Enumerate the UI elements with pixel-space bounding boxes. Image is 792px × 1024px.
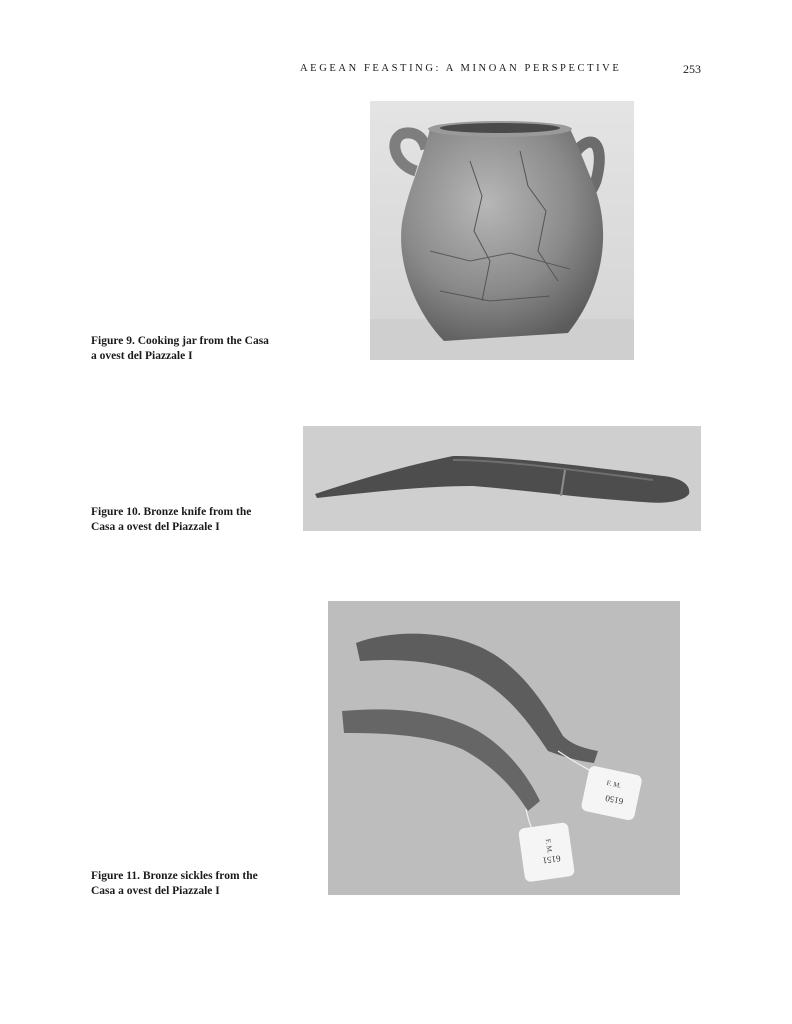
running-head: AEGEAN FEASTING: A MINOAN PERSPECTIVE [300, 63, 622, 74]
figure-11-caption: Figure 11. Bronze sickles from the Casa a ovest del Piazzale I [91, 870, 258, 897]
figure-9-caption: Figure 9. Cooking jar from the Casa a ovest del Piazzale I [91, 335, 269, 362]
page-number: 253 [683, 62, 701, 76]
tag-6151 [518, 822, 575, 882]
svg-text:6151: 6151 [541, 853, 562, 866]
svg-text:F. M.: F. M. [543, 838, 554, 855]
figure-10-photo [303, 426, 701, 531]
svg-text:6150: 6150 [604, 793, 625, 807]
figure-10-caption: Figure 10. Bronze knife from the Casa a ovest del Piazzale I [91, 506, 252, 533]
figure-9-photo [370, 101, 634, 360]
svg-text:F. M.: F. M. [605, 778, 622, 790]
figure-11-photo [328, 601, 680, 895]
